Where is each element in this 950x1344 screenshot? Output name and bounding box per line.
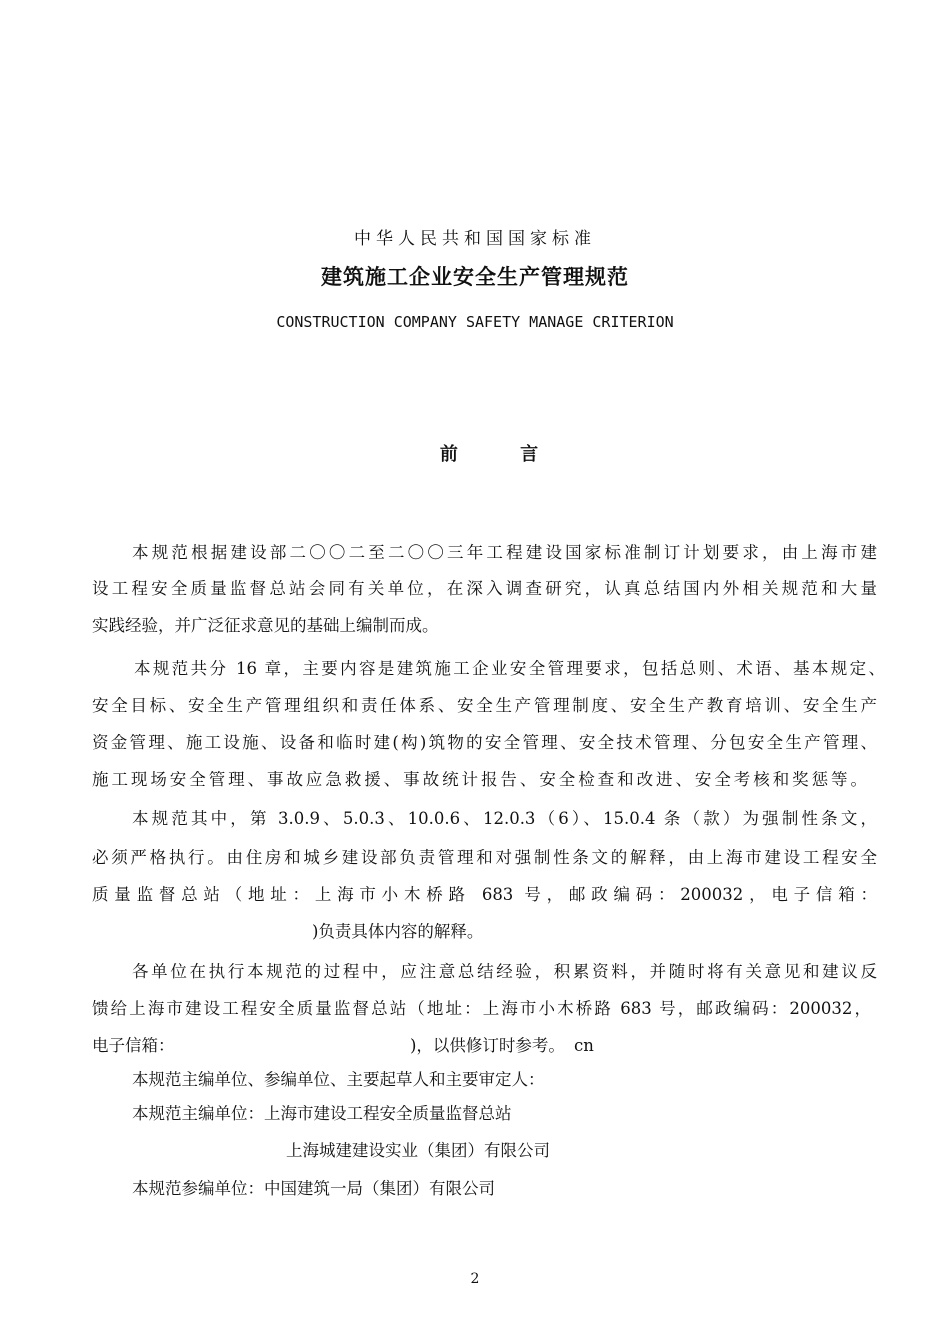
paragraph-line: 设工程安全质量监督总站会同有关单位，在深入调查研究，认真总结国内外相关规范和大量	[92, 579, 877, 598]
paragraph-line: )负责具体内容的解释。	[312, 922, 484, 941]
paragraph-line: 实践经验，并广泛征求意见的基础上编制而成。	[92, 616, 439, 635]
paragraph-line: 安全目标、安全生产管理组织和责任体系、安全生产管理制度、安全生产教育培训、安全生产	[92, 696, 877, 715]
paragraph-line: 本规范其中，第 3.0.9、5.0.3、10.0.6、12.0.3（6）、15.0.4 条（款）为强制性条文，	[132, 809, 877, 828]
paragraph-line: 电子信箱：	[92, 1036, 175, 1055]
paragraph-line: 本规范主编单位、参编单位、主要起草人和主要审定人：	[132, 1070, 545, 1089]
email-fragment: cn	[574, 1036, 594, 1055]
paragraph-line: 资金管理、施工设施、设备和临时建(构)筑物的安全管理、安全技术管理、分包安全生产管理、	[92, 733, 877, 752]
page-number: 2	[470, 1271, 480, 1287]
paragraph-line: 本规范主编单位：上海市建设工程安全质量监督总站	[132, 1104, 512, 1123]
paragraph-line: 施工现场安全管理、事故应急救援、事故统计报告、安全检查和改进、安全考核和奖惩等。	[92, 770, 867, 789]
paragraph-line: 馈给上海市建设工程安全质量监督总站（地址：上海市小木桥路 683 号，邮政编码：200032，	[92, 999, 871, 1018]
paragraph-line: 本规范共分 16 章，主要内容是建筑施工企业安全管理要求，包括总则、术语、基本规定、	[134, 659, 885, 678]
paragraph-line: 本规范根据建设部二〇〇二至二〇〇三年工程建设国家标准制订计划要求，由上海市建	[132, 543, 877, 562]
standard-label: 中华人民共和国国家标准	[354, 229, 596, 249]
paragraph-line: 各单位在执行本规范的过程中，应注意总结经验，积累资料，并随时将有关意见和建议反	[132, 962, 877, 981]
document-title-en: CONSTRUCTION COMPANY SAFETY MANAGE CRITERION	[276, 313, 674, 331]
document-title-cn: 建筑施工企业安全生产管理规范	[321, 265, 629, 289]
paragraph-line: )，以供修订时参考。	[410, 1036, 565, 1055]
paragraph-line: 必须严格执行。由住房和城乡建设部负责管理和对强制性条文的解释，由上海市建设工程安全	[92, 848, 877, 867]
preface-heading: 前 言	[439, 444, 567, 465]
paragraph-line: 上海城建建设实业（集团）有限公司	[286, 1141, 550, 1160]
paragraph-line: 质量监督总站（地址：上海市小木桥路 683 号，邮政编码：200032，电子信箱：	[92, 885, 877, 904]
paragraph-line: 本规范参编单位：中国建筑一局（集团）有限公司	[132, 1179, 495, 1198]
